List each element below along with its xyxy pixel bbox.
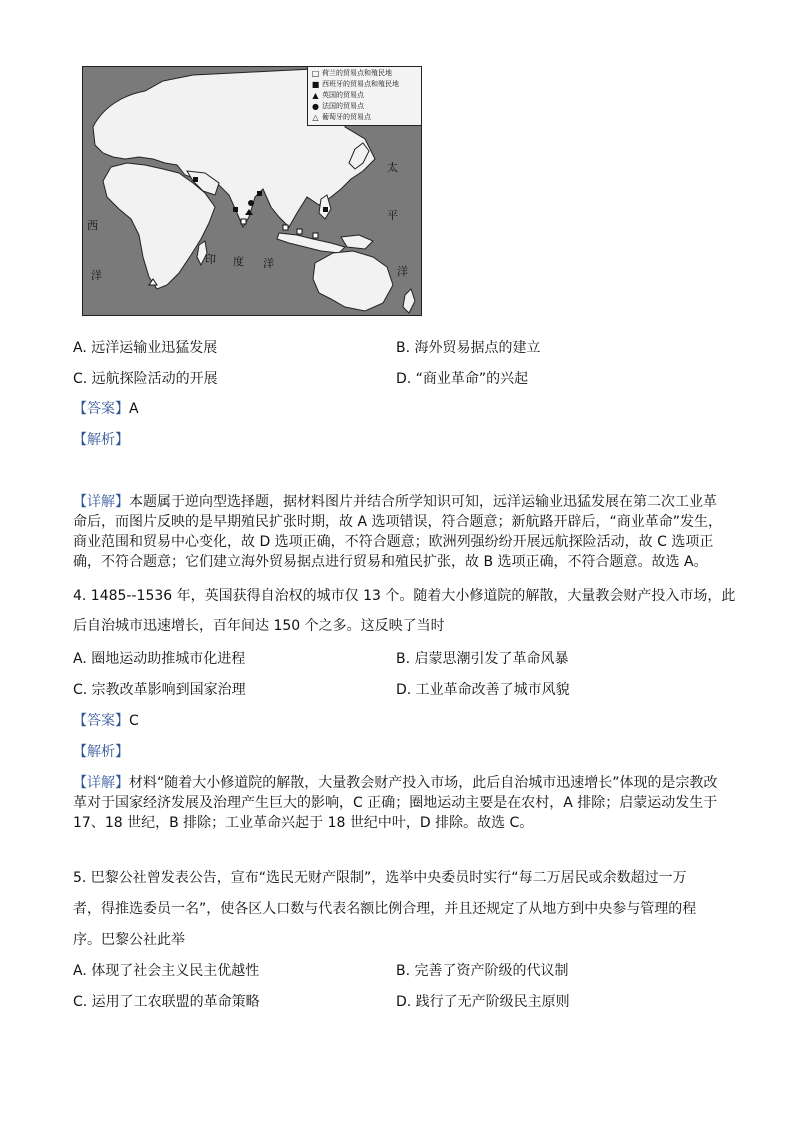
ocean-label: 洋 bbox=[397, 265, 408, 278]
legend-item: △ 葡萄牙的贸易点 bbox=[312, 113, 371, 122]
trade-point-marker bbox=[233, 207, 238, 212]
ocean-label: 洋 bbox=[263, 257, 274, 270]
q4-detail bbox=[73, 773, 723, 833]
q4-answer bbox=[73, 711, 139, 731]
detail-text: 材料“随着大小修道院的解散，大量教会财产投入市场，此后自治城市迅速增长”体现的是宗教改革对于国家经济发展及治理产生巨大的影响，C 正确；圈地运动主要是在农村，A 排除；启蒙运动发生于 17、18 世纪，B 排除；工业革命兴起于 18 世纪中叶，D 排除。故选 C。 bbox=[73, 775, 718, 831]
q5-option-b: B. 完善了资产阶级的代议制 bbox=[396, 963, 569, 979]
trade-point-marker bbox=[283, 225, 288, 230]
filled-square-icon: ■ bbox=[311, 80, 320, 89]
q3-option-b: B. 海外贸易据点的建立 bbox=[396, 340, 541, 356]
q3-analysis-tag: 【解析】 bbox=[73, 432, 129, 448]
ocean-label: 度 bbox=[233, 255, 244, 268]
filled-triangle-icon: ▲ bbox=[312, 91, 319, 100]
map-legend bbox=[307, 67, 421, 126]
q5-stem-line-2: 者，得推选委员一名”，使各区人口数与代表名额比例合理，并且还规定了从地方到中央参与管理的程 bbox=[73, 901, 697, 917]
ocean-label: 西 bbox=[87, 219, 98, 232]
q3-option-c: C. 远航探险活动的开展 bbox=[73, 371, 218, 387]
detail-tag: 【详解】 bbox=[73, 775, 129, 791]
world-trade-map bbox=[82, 66, 422, 316]
q4-stem-line-2: 后自治城市迅速增长，百年间达 150 个之多。这反映了当时 bbox=[73, 618, 445, 634]
trade-point-marker bbox=[323, 207, 328, 212]
answer-value: C bbox=[129, 713, 139, 729]
q5-option-a: A. 体现了社会主义民主优越性 bbox=[73, 963, 260, 979]
q4-option-b: B. 启蒙思潮引发了革命风暴 bbox=[396, 651, 569, 667]
q5-option-d: D. 践行了无产阶级民主原则 bbox=[396, 994, 570, 1010]
trade-point-marker bbox=[257, 191, 262, 196]
hollow-square-icon: □ bbox=[311, 69, 320, 78]
hollow-triangle-icon: △ bbox=[312, 113, 319, 122]
q4-stem-line-1: 4. 1485--1536 年，英国获得自治权的城市仅 13 个。随着大小修道院的解散，大量教会财产投入市场，此 bbox=[73, 588, 736, 604]
trade-point-marker bbox=[297, 229, 302, 234]
ocean-label: 印 bbox=[205, 253, 216, 266]
q4-option-c: C. 宗教改革影响到国家治理 bbox=[73, 682, 246, 698]
ocean-label: 太 bbox=[387, 161, 398, 174]
legend-item: ▲ 英国的贸易点 bbox=[312, 91, 364, 100]
q5-option-c: C. 运用了工农联盟的革命策略 bbox=[73, 994, 260, 1010]
ocean-label: 洋 bbox=[91, 269, 102, 282]
legend-item: ● 法国的贸易点 bbox=[312, 102, 364, 111]
q5-stem-line-1: 5. 巴黎公社曾发表公告，宣布“选民无财产限制”，选举中央委员时实行“每二万居民或余数超过一万 bbox=[73, 870, 687, 886]
answer-tag: 【答案】 bbox=[73, 401, 129, 417]
detail-tag: 【详解】 bbox=[73, 494, 129, 510]
filled-circle-icon: ● bbox=[312, 102, 319, 111]
answer-value: A bbox=[129, 401, 139, 417]
trade-point-marker bbox=[241, 219, 246, 224]
legend-item: □ 荷兰的贸易点和殖民地 bbox=[311, 69, 392, 78]
q3-answer bbox=[73, 399, 139, 419]
answer-tag: 【答案】 bbox=[73, 713, 129, 729]
trade-point-marker bbox=[193, 177, 198, 182]
ocean-label: 平 bbox=[387, 209, 398, 222]
legend-item: ■ 西班牙的贸易点和殖民地 bbox=[311, 80, 399, 89]
trade-point-marker bbox=[313, 233, 318, 238]
q4-option-a: A. 圈地运动助推城市化进程 bbox=[73, 651, 246, 667]
q3-option-a: A. 远洋运输业迅猛发展 bbox=[73, 340, 218, 356]
trade-point-marker bbox=[248, 200, 254, 206]
q3-option-d: D. “商业革命”的兴起 bbox=[396, 371, 529, 387]
q3-detail bbox=[73, 492, 723, 572]
q4-option-d: D. 工业革命改善了城市风貌 bbox=[396, 682, 570, 698]
q5-stem-line-3: 序。巴黎公社此举 bbox=[73, 932, 185, 948]
q4-analysis-tag: 【解析】 bbox=[73, 744, 129, 760]
detail-text: 本题属于逆向型选择题，据材料图片并结合所学知识可知，远洋运输业迅猛发展在第二次工业革命后，而图片反映的是早期殖民扩张时期，故 A 选项错误，符合题意；新航路开辟后，“商业革命”发生，商业范围和贸易中心变化，故 D 选项正确，不符合题意；欧洲列强纷纷开展远航探险活动，故 C 选项正确，不符合题意；它们建立海外贸易据点进行贸易和殖民扩张，故 B 选项正确，不符合题意。故选 A。 bbox=[73, 494, 722, 570]
